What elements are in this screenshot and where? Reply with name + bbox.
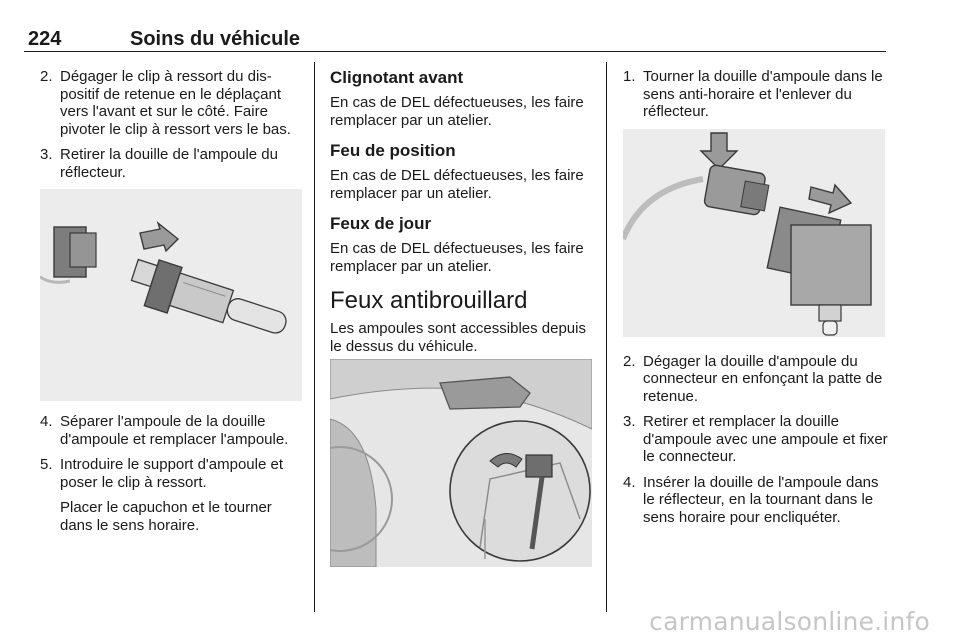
page-number: 224 [28,28,62,50]
step-text: Introduire le support d'ampoule et poser le clip à ressort. [60,456,284,491]
column-3 [623,68,889,534]
section-text: En cas de DEL défectueuses, les faire remplacer par un atelier. [330,167,584,202]
step-text: Retirer la douille de l'ampoule du réflecteur. [60,146,278,181]
step-text: Tourner la douille d'ampoule dans le sens anti-horaire et l'enlever du réflecteur. [643,68,883,120]
step-text: Insérer la douille de l'ampoule dans le réflecteur, en la tournant dans le sens horaire pour encliquéter. [643,473,879,526]
section-heading: Clignotant avant [330,68,464,87]
column-divider-1 [314,62,315,612]
main-heading: Feux antibrouillard [330,287,528,314]
section-heading: Feu de position [330,141,456,160]
bulb-illustration [40,189,302,401]
section-text: En cas de DEL défectueuses, les faire remplacer par un atelier. [330,94,584,129]
step-text: Dégager la douille d'ampoule du connecteur en enfonçant la patte de retenue. [643,352,883,405]
section-heading: Feux de jour [330,214,432,233]
column-divider-2 [606,62,607,612]
step-number: 4. [40,413,53,430]
watermark: carmanualsonline.info [649,607,930,636]
step-4 [40,413,302,448]
main-text: Les ampoules sont accessibles depuis le dessus du véhicule. [330,320,586,355]
step-text: Dégager le clip à ressort du dispositif de retenue en le déplaçant vers l'avant et sur le côté. Faire pivoter le clip à ressort vers le bas. [60,68,291,138]
page-header [20,8,886,50]
step-5 [40,456,302,491]
step-number: 2. [623,352,636,370]
step-4 [623,474,889,527]
step-1 [623,68,889,121]
step-number: 2. [40,68,53,85]
step-number: 5. [40,456,53,473]
step-2 [623,353,889,406]
step-number: 3. [623,413,636,430]
header-rule [24,51,886,52]
step-number: 3. [40,146,53,163]
step-3 [623,413,889,466]
step-number: 1. [623,68,636,85]
step-text: Retirer et remplacer la douille d'ampoule avec une ampoule et fixer le connecteur. [643,413,888,465]
step-number: 4. [623,473,636,491]
section-text: En cas de DEL défectueuses, les faire remplacer par un atelier. [330,240,584,275]
socket-illustration [623,129,885,337]
page-title: Soins du véhicule [130,28,301,50]
column-2 [330,68,592,567]
step-3 [40,146,302,181]
step-5-note: Placer le capuchon et le tourner dans le sens horaire. [60,499,272,534]
step-2 [40,68,302,138]
column-1 [40,68,302,542]
fog-light-illustration [330,359,592,567]
step-text: Séparer l'ampoule de la douille d'ampoule et remplacer l'ampoule. [60,413,289,448]
